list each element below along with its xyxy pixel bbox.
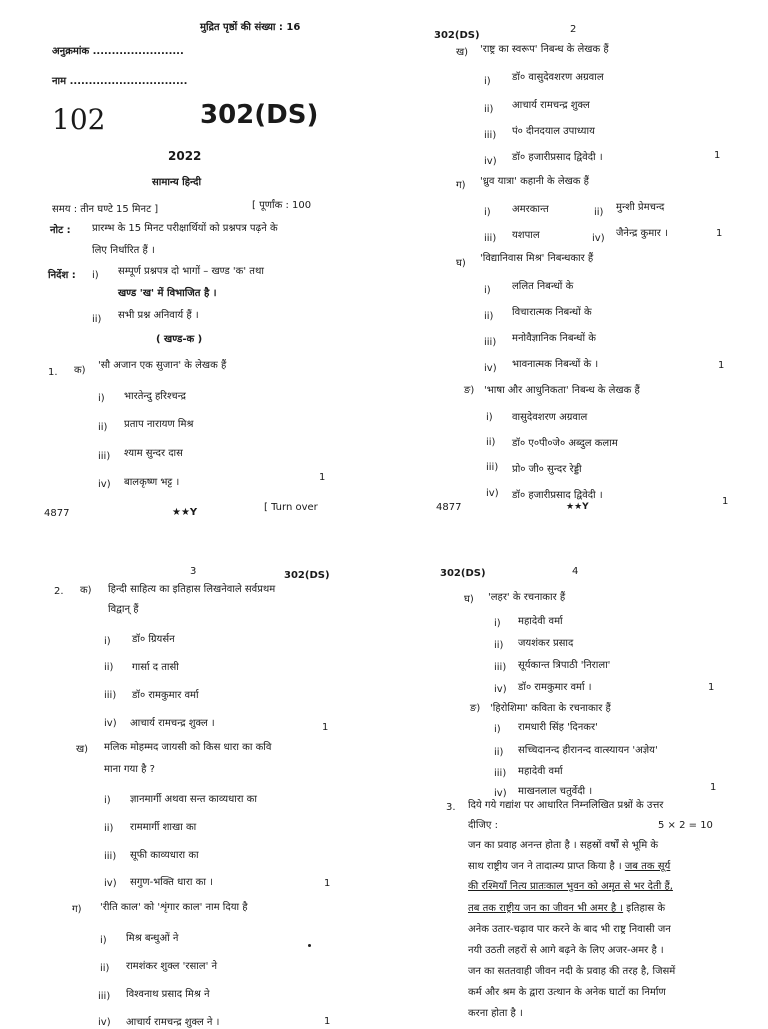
option-text: मनोवैज्ञानिक निबन्धों के [512, 333, 596, 344]
booklet-number: 102 [52, 103, 106, 136]
subject-title: सामान्य हिन्दी [152, 177, 202, 188]
option-text: आचार्य रामचन्द्र शुक्ल ने । [126, 1017, 220, 1028]
marks: 5 × 2 = 10 [658, 820, 713, 831]
question-text: 'हिरोशिमा' कविता के रचनाकार हैं [490, 703, 611, 714]
page-4 [384, 512, 768, 1024]
option-number: iv) [104, 718, 117, 729]
section-heading: ( खण्ड-क ) [156, 334, 203, 345]
option-number: iv) [98, 1017, 111, 1028]
paper-code: 302(DS) [434, 30, 480, 41]
option-number: iii) [494, 662, 507, 673]
option-number: ii) [484, 311, 494, 322]
passage-line: जन का सततवाही जीवन नदी के प्रवाह की तरह है, जिसमें [468, 966, 676, 977]
passage-line: कर्म और श्रम के द्वारा उत्थान के अनेक घाटों का निर्माण [468, 987, 666, 998]
question-text: माना गया है ? [104, 764, 155, 775]
question-label: क) [74, 365, 86, 376]
option-text: डॉ० रामकुमार वर्मा । [518, 682, 592, 693]
footer-mark: ★★Y [566, 502, 589, 512]
passage-line: तब तक राष्ट्रीय जन का जीवन भी अमर है । इतिहास के [468, 903, 666, 914]
option-text: सूर्यकान्त त्रिपाठी 'निराला' [518, 660, 611, 671]
paper-code: 302(DS) [440, 568, 486, 579]
marks: 1 [324, 1016, 331, 1027]
question-text: विद्वान् हैं [108, 604, 139, 615]
question-label: क) [80, 585, 92, 596]
option-number: i) [486, 412, 493, 423]
option-number: i) [100, 935, 107, 946]
option-number: iv) [486, 488, 499, 499]
option-number: ii) [494, 747, 504, 758]
question-text: 'सौ अजान एक सुजान' के लेखक हैं [98, 360, 227, 371]
instruction-text: सभी प्रश्न अनिवार्य हैं । [118, 310, 199, 321]
question-label: ख) [456, 47, 469, 58]
time-allowed: समय : तीन घण्टे 15 मिनट ] [52, 204, 159, 215]
option-number: iii) [104, 690, 117, 701]
page-1 [0, 0, 384, 519]
option-number: ii) [594, 207, 604, 218]
question-text: हिन्दी साहित्य का इतिहास लिखनेवाले सर्वप्रथम [108, 584, 276, 595]
option-number: i) [484, 285, 491, 296]
marks: 1 [710, 782, 717, 793]
underlined-passage: जब तक सूर्य [624, 861, 671, 872]
question-label: ङ) [464, 385, 475, 396]
marks: 1 [718, 360, 725, 371]
option-text: डॉ० हजारीप्रसाद द्विवेदी । [512, 152, 603, 163]
instruction-number: ii) [92, 314, 102, 325]
passage-line: साथ राष्ट्रीय जन ने तादात्म्य प्राप्त किया है । जब तक सूर्य [468, 861, 671, 872]
option-text: सगुण-भक्ति धारा का । [130, 877, 213, 888]
option-text: विचारात्मक निबन्धों के [512, 307, 592, 318]
option-number: iii) [484, 233, 497, 244]
option-number: i) [494, 618, 501, 629]
marks: 1 [322, 722, 329, 733]
option-text: यशपाल [512, 230, 540, 241]
passage-line: करना होता है । [468, 1008, 523, 1019]
option-number: i) [98, 393, 105, 404]
option-text: डॉ० वासुदेवशरण अग्रवाल [512, 72, 604, 83]
option-number: ii) [98, 422, 108, 433]
option-text: अमरकान्त [512, 204, 549, 215]
option-text: ललित निबन्धों के [512, 281, 574, 292]
option-number: iii) [486, 462, 499, 473]
option-text: महादेवी वर्मा [518, 766, 563, 777]
option-text: डॉ० हजारीप्रसाद द्विवेदी । [512, 490, 603, 501]
option-text: वासुदेवशरण अग्रवाल [512, 412, 588, 423]
question-number: 3. [446, 802, 456, 813]
option-text: श्याम सुन्दर दास [124, 448, 183, 459]
option-number: ii) [104, 662, 114, 673]
option-number: i) [484, 76, 491, 87]
option-number: iii) [484, 130, 497, 141]
question-label: ग) [72, 904, 82, 915]
option-text: सूफी काव्यधारा का [130, 850, 199, 861]
turn-over-label: [ Turn over [264, 502, 318, 513]
option-number: iv) [484, 363, 497, 374]
option-text: प्रताप नारायण मिश्र [124, 419, 194, 430]
passage-line: जन का प्रवाह अनन्त होता है । सहस्रों वर्षों से भूमि के [468, 840, 659, 851]
option-text: जैनेन्द्र कुमार । [616, 228, 668, 239]
underlined-passage: की रश्मियाँ नित्य प्रातःकाल भुवन को अमृत से भर देती हैं, [468, 881, 673, 892]
option-number: iii) [98, 991, 111, 1002]
option-number: iv) [98, 479, 111, 490]
option-text: ज्ञानमार्गी अथवा सन्त काव्यधारा का [130, 794, 257, 805]
option-text: मुन्शी प्रेमचन्द [616, 202, 665, 213]
option-number: ii) [494, 640, 504, 651]
page-number: 3 [190, 566, 197, 577]
option-number: i) [494, 724, 501, 735]
option-text: सच्चिदानन्द हीरानन्द वात्स्यायन 'अज्ञेय' [518, 745, 658, 756]
option-text: आचार्य रामचन्द्र शुक्ल । [130, 718, 215, 729]
note-line: लिए निर्धारित हैं । [92, 245, 155, 256]
option-number: iv) [494, 684, 507, 695]
instruction-text: खण्ड 'ख' में विभाजित है । [118, 288, 217, 299]
page-3 [0, 512, 384, 1028]
question-label: ग) [456, 180, 466, 191]
option-text: महादेवी वर्मा [518, 616, 563, 627]
question-label: ङ) [470, 703, 481, 714]
option-text: प्रो० जी० सुन्दर रेड्डी [512, 464, 582, 475]
option-number: iv) [494, 788, 507, 799]
option-text: बालकृष्ण भट्ट । [124, 477, 180, 488]
page-2 [384, 0, 768, 512]
maximum-marks: [ पूर्णांक : 100 [252, 200, 312, 211]
question-text: 'लहर' के रचनाकार हैं [488, 592, 566, 603]
marks: 1 [708, 682, 715, 693]
marks: 1 [722, 496, 729, 507]
option-text: पं० दीनदयाल उपाध्याय [512, 126, 595, 137]
option-number: iv) [104, 878, 117, 889]
question-text: 'राष्ट्र का स्वरूप' निबन्ध के लेखक हैं [480, 44, 609, 55]
option-text: डॉ० ग्रियर्सन [132, 634, 175, 645]
question-label: ख) [76, 744, 89, 755]
marks: 1 [716, 228, 723, 239]
question-label: घ) [464, 594, 474, 605]
option-number: ii) [104, 823, 114, 834]
option-number: iii) [104, 851, 117, 862]
option-number: iii) [484, 337, 497, 348]
question-number: 1. [48, 367, 58, 378]
option-text: माखनलाल चतुर्वेदी । [518, 786, 593, 797]
note-label: नोट : [50, 225, 71, 236]
option-number: iv) [592, 233, 605, 244]
page-number: 2 [570, 24, 577, 35]
question-text: 'विद्यानिवास मिश्र' निबन्धकार हैं [480, 253, 594, 264]
option-number: ii) [484, 104, 494, 115]
option-text: रामशंकर शुक्ल 'रसाल' ने [126, 961, 218, 972]
passage-line: अनेक उतार-चढ़ाव पार करने के बाद भी राष्ट्र निवासी जन [468, 924, 671, 935]
marks: 1 [714, 150, 721, 161]
paper-code: 302(DS) [200, 100, 319, 130]
option-text: गार्सा द तासी [132, 662, 179, 673]
option-number: iii) [98, 451, 111, 462]
option-number: i) [104, 636, 111, 647]
name-field: नाम ............................... [52, 76, 188, 87]
paper-code: 302(DS) [284, 570, 330, 581]
instruction-text: सम्पूर्ण प्रश्नपत्र दो भागों – खण्ड 'क' तथा [118, 266, 264, 277]
question-text: 'ध्रुव यात्रा' कहानी के लेखक हैं [480, 176, 589, 187]
option-number: iii) [494, 768, 507, 779]
stray-dot-mark [308, 944, 311, 947]
question-text: दिये गये गद्यांश पर आधारित निम्नलिखित प्रश्नों के उत्तर [468, 800, 664, 811]
question-text: दीजिए : [468, 820, 498, 831]
option-number: ii) [100, 963, 110, 974]
option-text: डॉ० रामकुमार वर्मा [132, 690, 199, 701]
roll-number-field: अनुक्रमांक ........................ [52, 46, 184, 57]
option-text: विश्वनाथ प्रसाद मिश्र ने [126, 989, 210, 1000]
option-text: राममार्गी शाखा का [130, 822, 197, 833]
option-text: आचार्य रामचन्द्र शुक्ल [512, 100, 590, 111]
option-text: भावनात्मक निबन्धों के । [512, 359, 599, 370]
question-number: 2. [54, 586, 64, 597]
printed-pages-count: मुद्रित पृष्ठों की संख्या : 16 [200, 22, 301, 33]
question-text: मलिक मोहम्मद जायसी को किस धारा का कवि [104, 742, 272, 753]
marks: 1 [324, 878, 331, 889]
option-text: जयशंकर प्रसाद [518, 638, 574, 649]
instruction-number: i) [92, 270, 99, 281]
option-text: डॉ० ए०पी०जे० अब्दुल कलाम [512, 438, 618, 449]
option-number: i) [104, 795, 111, 806]
question-text: 'रीति काल' को 'शृंगार काल' नाम दिया है [100, 902, 248, 913]
option-number: ii) [486, 437, 496, 448]
option-text: भारतेन्दु हरिश्चन्द्र [124, 391, 186, 402]
underlined-passage: तब तक राष्ट्रीय जन का जीवन भी अमर है । [468, 903, 624, 914]
option-number: i) [484, 207, 491, 218]
instructions-label: निर्देश : [48, 270, 76, 281]
option-number: iv) [484, 156, 497, 167]
note-line: प्रारम्भ के 15 मिनट परीक्षार्थियों को प्रश्नपत्र पढ़ने के [92, 223, 278, 234]
question-text: 'भाषा और आधुनिकता' निबन्ध के लेखक हैं [484, 385, 640, 396]
option-text: मिश्र बन्धुओं ने [126, 933, 179, 944]
exam-year: 2022 [168, 149, 202, 163]
option-text: रामधारी सिंह 'दिनकर' [518, 722, 598, 733]
footer-mark: ★★Y [172, 507, 198, 518]
marks: 1 [319, 472, 326, 483]
question-label: घ) [456, 258, 466, 269]
footer-code: 4877 [436, 502, 462, 513]
footer-code: 4877 [44, 508, 70, 519]
passage-line: नयी उठती लहरों से आगे बढ़ने के लिए अजर-अमर है । [468, 945, 664, 956]
page-number: 4 [572, 566, 579, 577]
